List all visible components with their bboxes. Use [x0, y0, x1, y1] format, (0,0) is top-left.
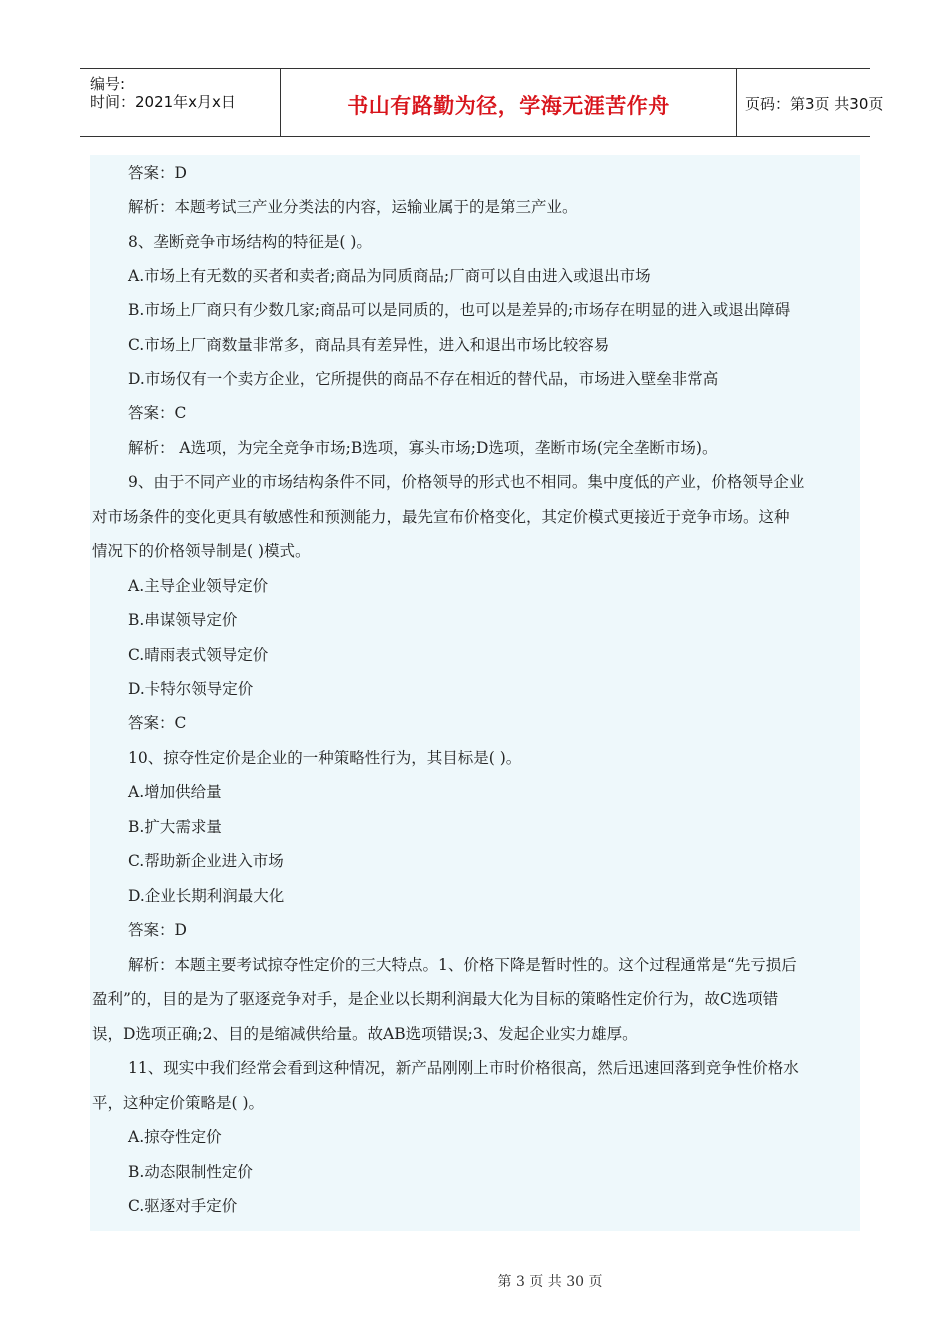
header-motto-cell	[280, 69, 737, 136]
option-b: B.动态限制性定价	[128, 1163, 253, 1181]
option-b: B.扩大需求量	[128, 818, 222, 836]
explanation-cont: 盈利”的，目的是为了驱逐竞争对手，是企业以长期利润最大化为目标的策略性定价行为，故C选项错	[92, 990, 779, 1008]
explanation-line: 解析：本题考试三产业分类法的内容，运输业属于的是第三产业。	[128, 198, 578, 216]
question-11: 11、现实中我们经常会看到这种情况，新产品刚刚上市时价格很高，然后迅速回落到竞争性价格水	[128, 1059, 799, 1077]
option-c: C.驱逐对手定价	[128, 1197, 238, 1215]
document-body	[90, 155, 860, 1231]
option-a: A.市场上有无数的买者和卖者;商品为同质商品;厂商可以自由进入或退出市场	[128, 267, 651, 285]
explanation-line: 解析：本题主要考试掠夺性定价的三大特点。1、价格下降是暂时性的。这个过程通常是“先亏损后	[128, 956, 797, 974]
answer-line: 答案：C	[128, 714, 187, 732]
header-meta-cell	[80, 69, 280, 136]
footer-page-number: 第 3 页 共 30 页	[497, 1274, 603, 1290]
question-9-cont: 对市场条件的变化更具有敏感性和预测能力，最先宣布价格变化，其定价模式更接近于竞争市场。这种	[92, 508, 790, 526]
option-d: D.企业长期利润最大化	[128, 887, 285, 905]
explanation-cont: 误，D选项正确;2、目的是缩减供给量。故AB选项错误;3、发起企业实力雄厚。	[92, 1025, 638, 1043]
motto: 书山有路勤为径，学海无涯苦作舟	[347, 94, 670, 118]
option-a: A.掠夺性定价	[128, 1128, 222, 1146]
option-b: B.市场上厂商只有少数几家;商品可以是同质的，也可以是差异的;市场存在明显的进入或退出障碍	[128, 301, 791, 319]
page-footer	[0, 1271, 950, 1291]
answer-line: 答案：D	[128, 164, 187, 182]
number-label: 编号:	[90, 75, 126, 93]
option-c: C.晴雨表式领导定价	[128, 646, 269, 664]
option-a: A.增加供给量	[128, 783, 222, 801]
option-c: C.帮助新企业进入市场	[128, 852, 284, 870]
page-header	[80, 68, 884, 137]
answer-line: 答案：D	[128, 921, 187, 939]
option-a: A.主导企业领导定价	[128, 577, 269, 595]
page-info: 页码：第3页 共30页	[745, 95, 884, 113]
time-label: 时间：2021年x月x日	[90, 93, 236, 111]
option-c: C.市场上厂商数量非常多，商品具有差异性，进入和退出市场比较容易	[128, 336, 610, 354]
explanation-line: 解析： A选项，为完全竞争市场;B选项，寡头市场;D选项，垄断市场(完全垄断市场)。	[128, 439, 718, 457]
option-d: D.卡特尔领导定价	[128, 680, 254, 698]
option-d: D.市场仅有一个卖方企业，它所提供的商品不存在相近的替代品，市场进入壁垒非常高	[128, 370, 719, 388]
answer-line: 答案：C	[128, 404, 187, 422]
option-b: B.串谋领导定价	[128, 611, 238, 629]
header-page-cell	[737, 69, 884, 136]
question-10: 10、掠夺性定价是企业的一种策略性行为，其目标是( )。	[128, 749, 522, 767]
question-8: 8、垄断竞争市场结构的特征是( )。	[128, 233, 372, 251]
question-9-cont: 情况下的价格领导制是( )模式。	[92, 542, 311, 560]
question-11-cont: 平，这种定价策略是( )。	[92, 1094, 265, 1112]
question-9: 9、由于不同产业的市场结构条件不同，价格领导的形式也不相同。集中度低的产业，价格领导企业	[128, 473, 805, 491]
